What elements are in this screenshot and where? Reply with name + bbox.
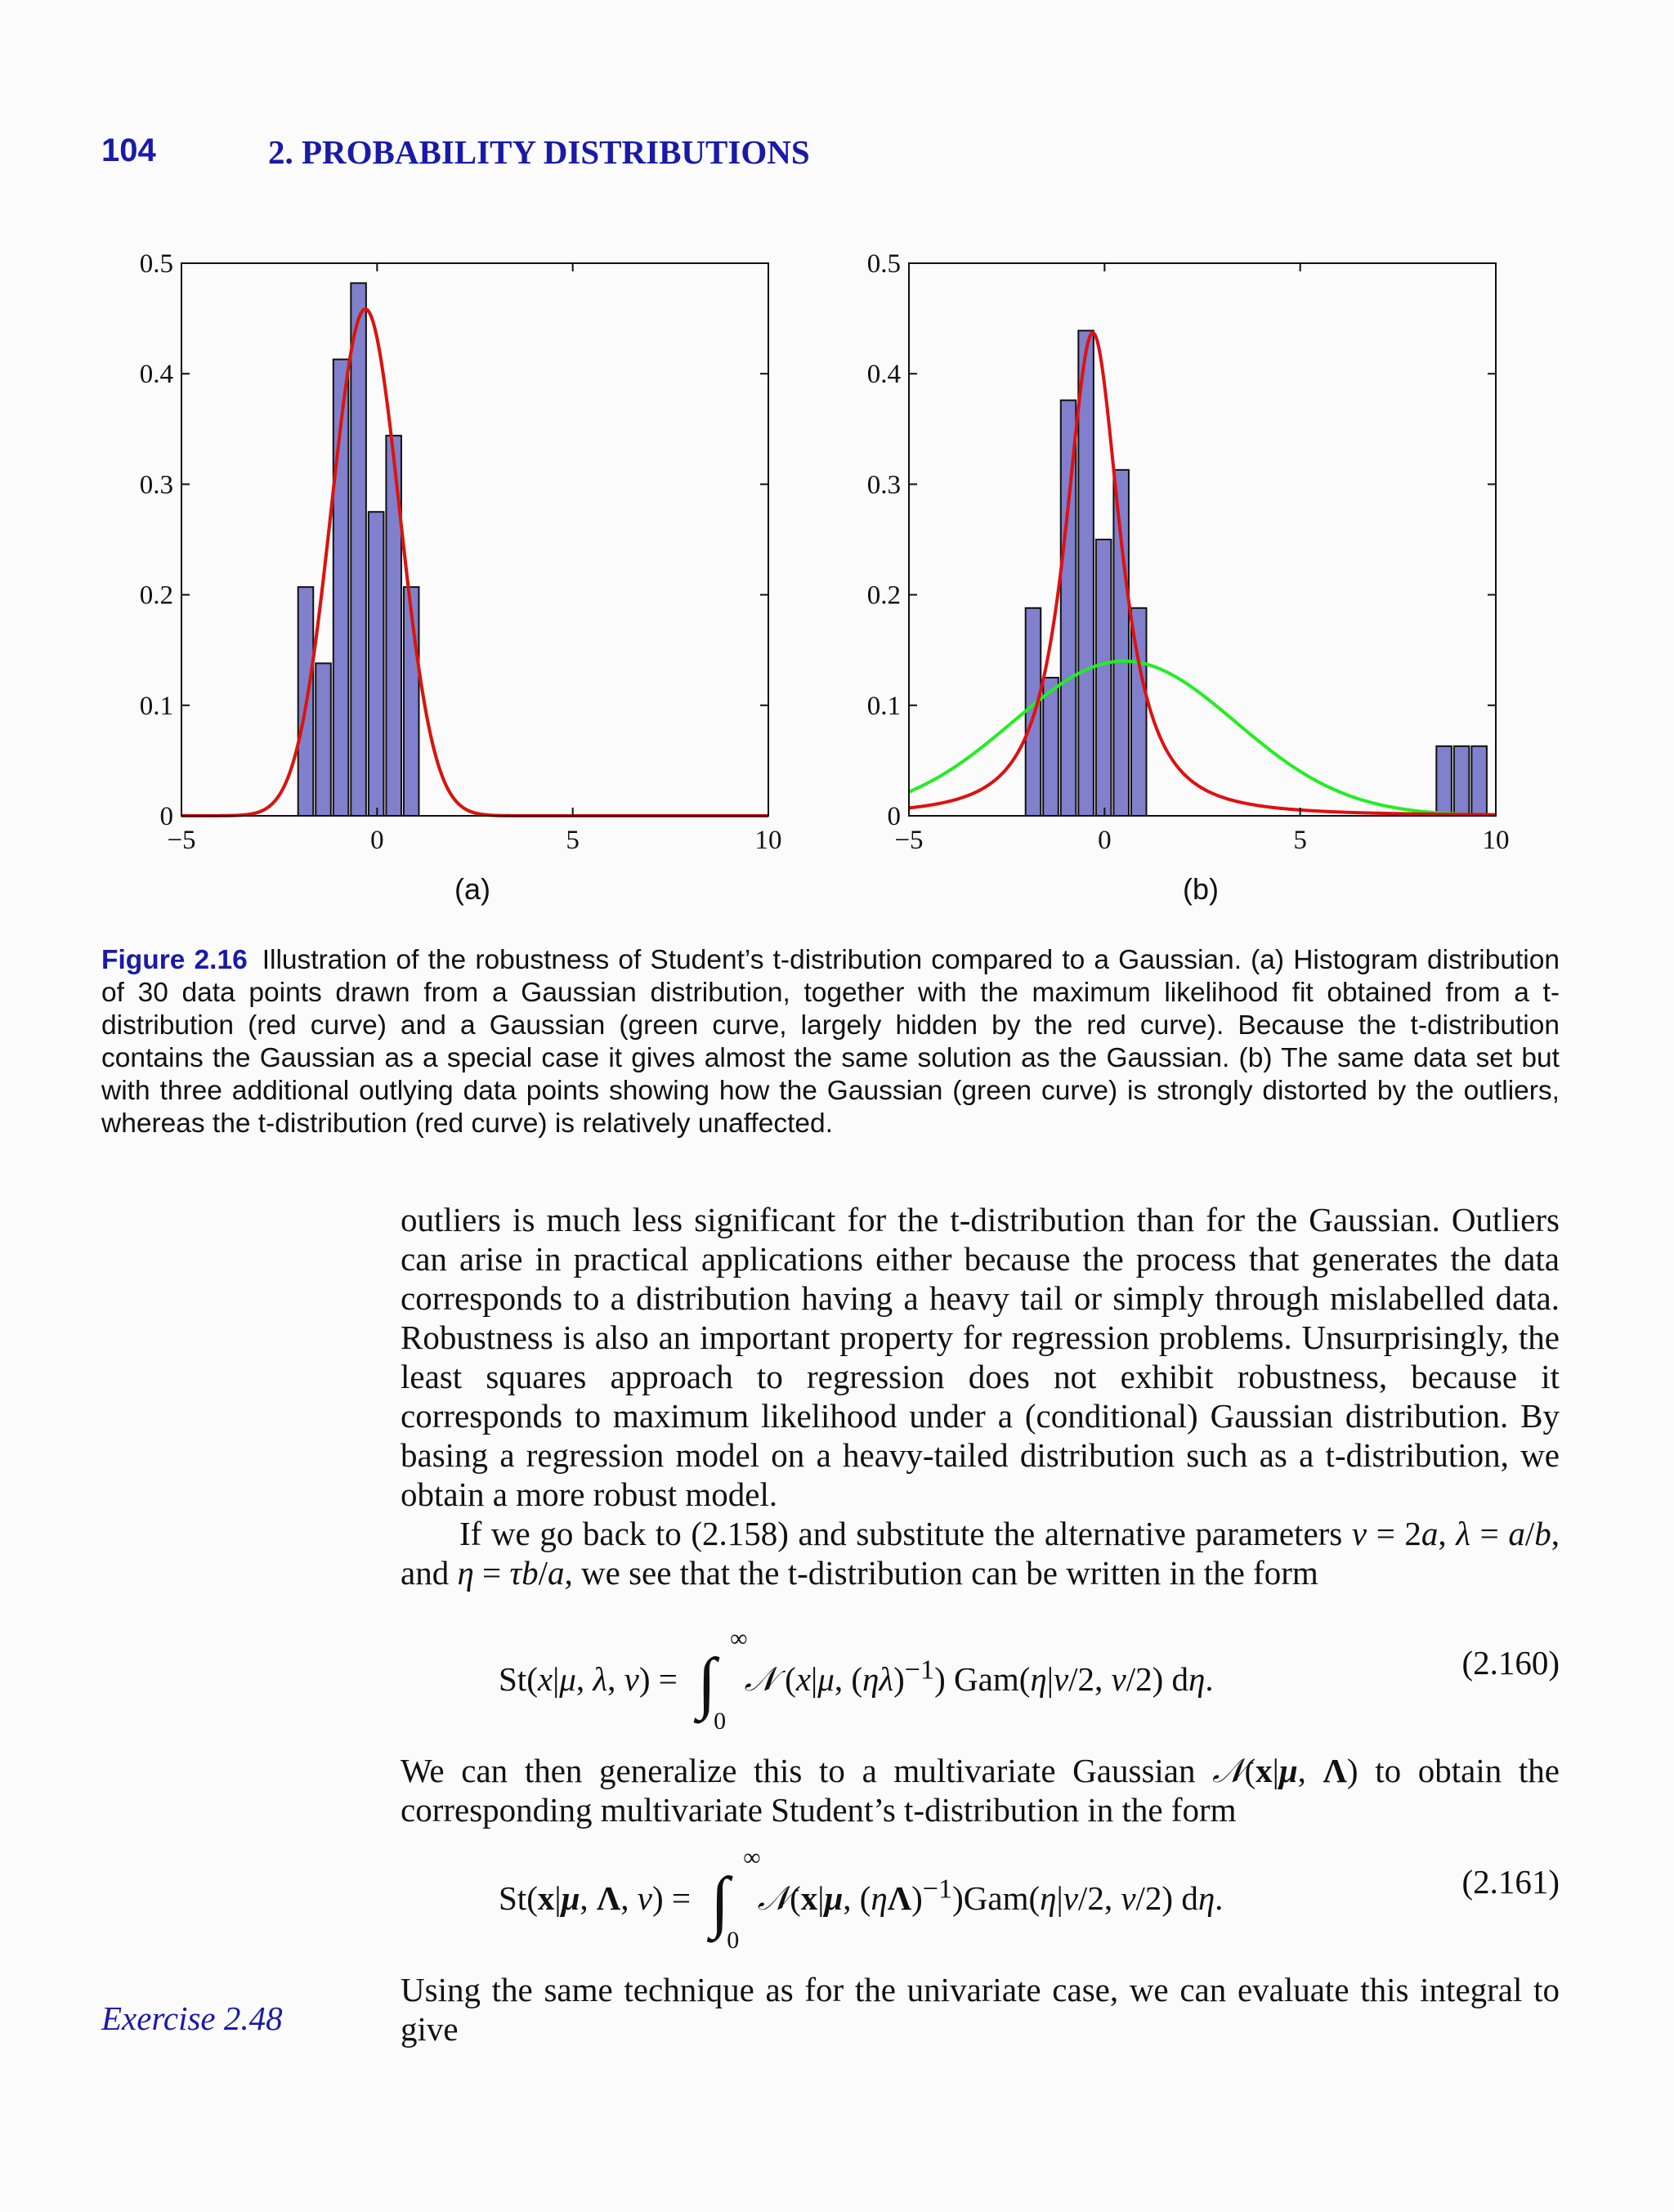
histogram-bar [1113, 470, 1129, 816]
equation-2-161-number: (2.161) [1461, 1863, 1560, 1901]
paragraph-1 [401, 1200, 1560, 1592]
paragraph-2-text-a: If we go back to (2.158) and substitute the alternative parameters [459, 1515, 1343, 1552]
histogram-bar [1043, 678, 1059, 816]
y-tick-label: 0.2 [866, 580, 901, 611]
gaussian-curve [909, 661, 1496, 816]
panel-a-label: (a) [454, 872, 490, 906]
plot-frame [909, 263, 1496, 816]
t-distribution-curve [909, 333, 1496, 815]
x-tick-label: 5 [566, 826, 580, 855]
caption-text: Illustration of the robustness of Student’s t-distribution compared to a Gaussian. (a) Histogram distribution of 30 data points drawn from a Gaussian distribution, together with the maximum likelihood fit obtained from a t-distribution (red curve) and a Gaussian (green curve, largely hidden by the red curve). Because the t-distribution contains the Gaussian as a special case it gives almost the same solution as the Gaussian. (b) The same data set but with three additional outlying data points showing how the Gaussian (green curve) is strongly distorted by the outliers, whereas the t-distribution (red curve) is relatively unaffected. [101, 945, 1560, 1139]
y-tick-label: 0.3 [866, 470, 901, 500]
equation-2-160-number: (2.160) [1461, 1644, 1560, 1681]
figure-label: Figure 2.16 [101, 945, 248, 975]
histogram-bar [1436, 746, 1452, 816]
equation-2-160 [401, 1625, 1560, 1741]
y-tick-label: 0.5 [866, 249, 901, 279]
x-tick-label: 0 [1098, 826, 1112, 855]
y-tick-label: 0.4 [139, 360, 173, 390]
gaussian-curve [181, 309, 768, 816]
figure-panel-a [114, 245, 785, 866]
t-distribution-curve [181, 309, 768, 816]
histogram-bar [1454, 746, 1470, 816]
chapter-title: 2. PROBABILITY DISTRIBUTIONS [268, 133, 810, 171]
equation-2-160-body: St(x|μ, λ, ν) = ∫ ∞ 0 𝒩 (x|μ, $(\eta\lambda)^{-1}$) Gam(η|ν/2, ν/2) dη. [499, 1625, 1214, 1735]
y-tick-label: 0.1 [866, 691, 901, 721]
exercise-margin-note: Exercise 2.48 [101, 1999, 283, 2037]
paragraph-4-text: Using the same technique as for the univariate case, we can evaluate this integral to give [401, 1971, 1560, 2048]
paragraph-3: We can then generalize this to a multivariate Gaussian 𝒩(x|μ, Λ) to obtain the corresponding multivariate Student’s t-distribution in the form [401, 1752, 1560, 1829]
plot-frame [181, 263, 768, 816]
paragraph-2: If we go back to (2.158) and substitute the alternative parameters ν = 2a, λ = a/b, and η = τb/a, we see that the t-distribution can be written in the form [401, 1515, 1560, 1592]
paragraph-4 [401, 1970, 1560, 2049]
histogram-bar [316, 663, 331, 816]
x-tick-label: 10 [754, 826, 782, 855]
histogram-bar [1471, 746, 1487, 816]
y-tick-label: 0 [887, 802, 901, 831]
histogram-bar [369, 512, 384, 816]
y-tick-label: 0.1 [139, 691, 173, 721]
y-tick-label: 0 [159, 802, 173, 831]
histogram-bar [1096, 540, 1112, 816]
x-tick-label: 10 [1482, 826, 1510, 855]
figure-caption [101, 944, 1560, 1140]
figure-panel-b [846, 245, 1524, 866]
equation-2-161-body: St(x|μ, Λ, ν) = ∫ ∞ 0 𝒩(x|μ, $(\eta\Lambda)^{-1})Gam(\eta|\nu/2$, ν/2) dη. [499, 1844, 1224, 1954]
histogram-bar [1078, 330, 1094, 816]
paragraph-1-text: outliers is much less significant for the t-distribution than for the Gaussian. Outliers can arise in practical applications either because the process that generates the data corresponds to a distribution having a heavy tail or simply through mislabelled data. Robustness is also an important property for regression problems. Unsurprisingly, the least squares approach to regression does not exhibit robustness, because it corresponds to maximum likelihood under a (conditional) Gaussian distribution. By basing a regression model on a heavy-tailed distribution such as a t-distribution, we obtain a more robust model. [401, 1201, 1560, 1513]
y-tick-label: 0.3 [139, 470, 173, 500]
x-tick-label: −5 [894, 826, 924, 855]
paragraph-3-text-a: We can then generalize this to a multivariate Gaussian [401, 1752, 1196, 1789]
equation-2-161 [401, 1844, 1560, 1960]
y-tick-label: 0.2 [139, 580, 173, 611]
y-tick-label: 0.4 [866, 360, 901, 390]
page-number: 104 [101, 132, 156, 168]
x-tick-label: 5 [1293, 826, 1307, 855]
panel-b-label: (b) [1183, 872, 1219, 906]
paragraph-2-text-b: we see that the t-distribution can be written in the form [581, 1554, 1318, 1592]
x-tick-label: 0 [370, 826, 384, 855]
paragraph-3-text-b: to obtain the corresponding multivariate Student’s t-distribution in the form [401, 1752, 1560, 1829]
x-tick-label: −5 [167, 826, 196, 855]
y-tick-label: 0.5 [139, 249, 173, 279]
histogram-bar [351, 283, 366, 816]
